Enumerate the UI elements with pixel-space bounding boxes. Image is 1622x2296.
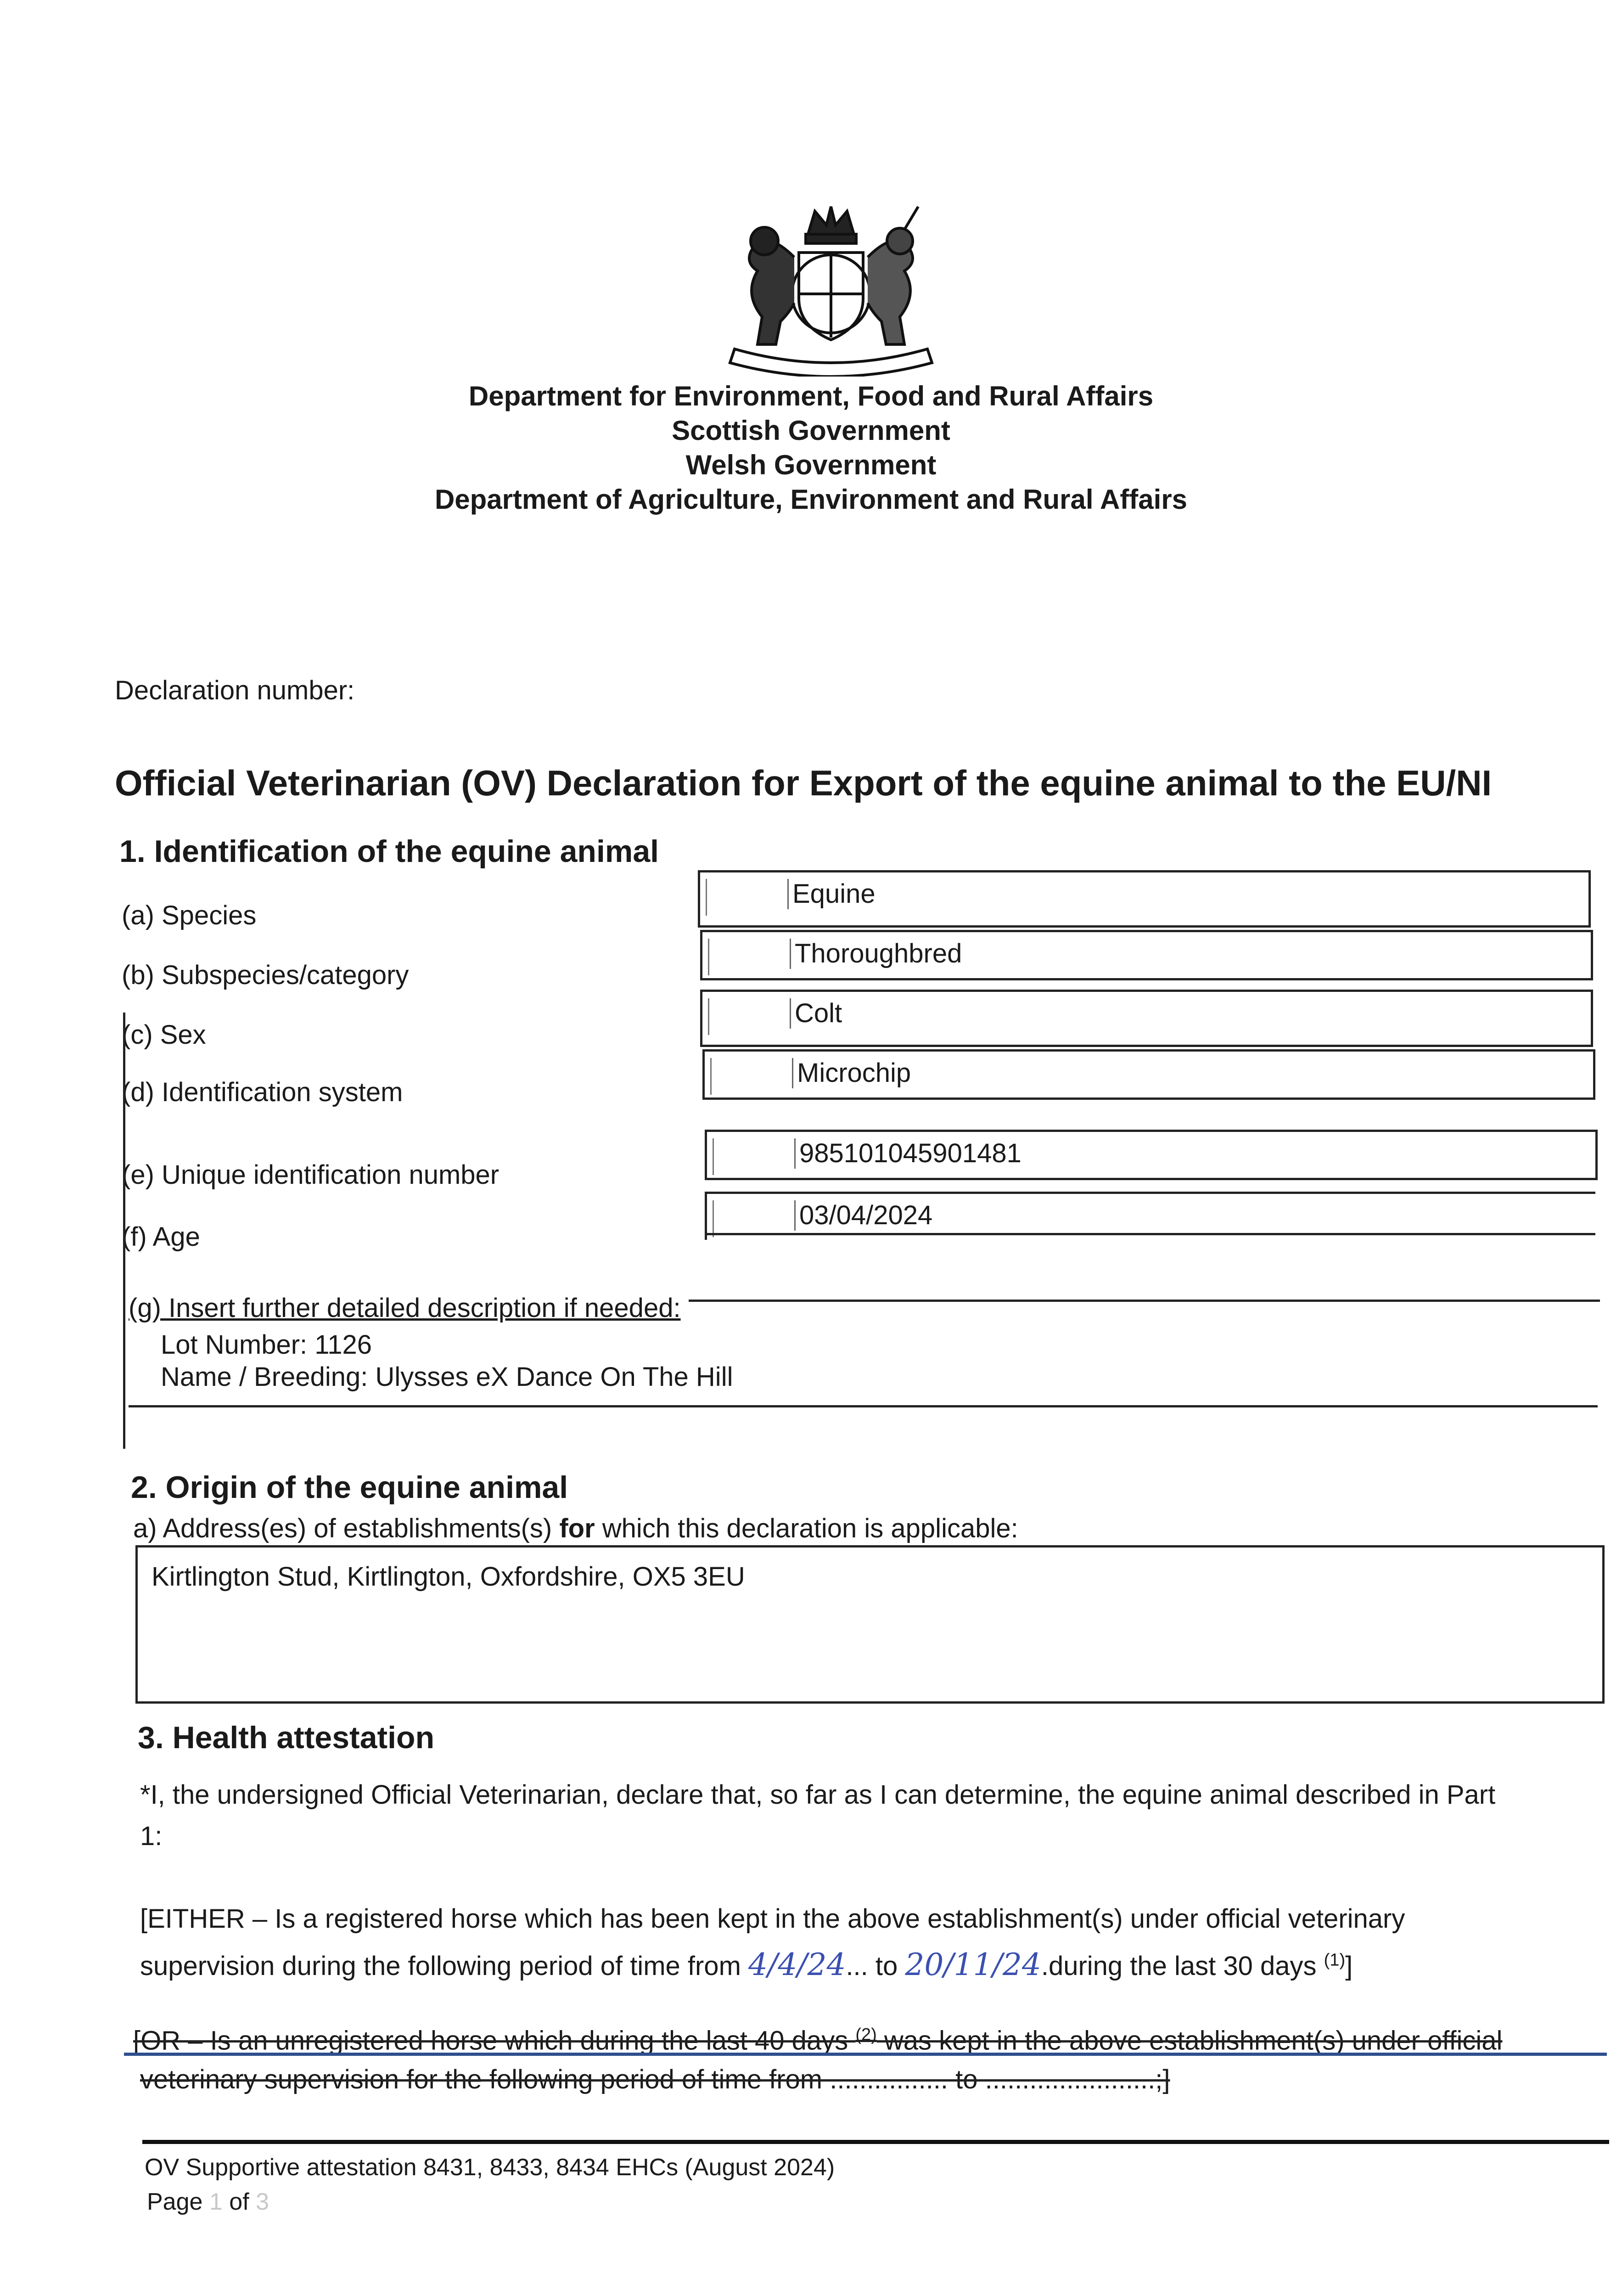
royal-coat-of-arms-crest <box>716 202 946 377</box>
department-defra: Department for Environment, Food and Rural Affairs <box>468 381 1154 411</box>
field-label-unique-id: (e) Unique identification number <box>122 1160 500 1190</box>
footer-rule <box>142 2140 1609 2144</box>
species-box <box>698 870 1591 928</box>
address-value: Kirtlington Stud, Kirtlington, Oxfordshire, OX5 3EU <box>152 1562 745 1592</box>
name-breeding-text: Name / Breeding: Ulysses eX Dance On The Hill <box>161 1362 733 1392</box>
attestation-intro-line2: 1: <box>140 1821 163 1851</box>
footer-page-number: 1 <box>209 2189 223 2215</box>
footer-page-total: 3 <box>256 2189 269 2215</box>
footer-doc-reference: OV Supportive attestation 8431, 8433, 8434 EHCs (August 2024) <box>145 2154 835 2181</box>
either-clause-line1: [EITHER – Is a registered horse which has been kept in the above establishment(s) under official veterinary <box>140 1904 1405 1934</box>
further-description-bottom-line <box>129 1405 1598 1407</box>
field-label-identification-system: (d) Identification system <box>122 1077 403 1107</box>
field-label-age: (f) Age <box>122 1222 200 1252</box>
sex-box <box>700 990 1593 1047</box>
department-daera: Department of Agriculture, Environment and Rural Affairs <box>434 484 1188 515</box>
either-clause-line2: supervision during the following period of time from 4/4/24... to 20/11/24.during the last 30 days $^{(1)}$] <box>140 1947 1353 1982</box>
unique-id-box <box>705 1130 1598 1180</box>
or-clause-line2: veterinary supervision for the following period of time from ................ to .......................;] <box>140 2065 1170 2094</box>
section2-heading: 2. Origin of the equine animal <box>131 1470 568 1505</box>
or-clause-line1: [OR – Is an unregistered horse which during the last 40 days $^{(2)}$ was kept in the above establishment(s) under official <box>133 2025 1503 2056</box>
document-title: Official Veterinarian (OV) Declaration for Export of the equine animal to the EU/NI <box>115 763 1492 803</box>
subspecies-value: Thoroughbred <box>790 939 962 969</box>
handwritten-date-to: 20/11/24 <box>905 1947 1041 1982</box>
address-label: a) Address(es) of establishments(s) for which this declaration is applicable: <box>133 1514 1018 1543</box>
field-label-subspecies: (b) Subspecies/category <box>122 960 409 990</box>
subspecies-box <box>700 930 1593 980</box>
address-box <box>135 1545 1605 1704</box>
section1-heading: 1. Identification of the equine animal <box>119 834 659 869</box>
further-description-label: (g) Insert further detailed description if needed: <box>129 1293 681 1323</box>
left-margin-rule <box>123 1013 125 1449</box>
lot-number-text: Lot Number: 1126 <box>161 1330 372 1360</box>
sex-value: Colt <box>790 998 842 1029</box>
attestation-intro-line1: *I, the undersigned Official Veterinarian, declare that, so far as I can determine, the equine animal described in Part <box>140 1780 1496 1810</box>
field-label-species: (a) Species <box>122 900 257 930</box>
declaration-number-label: Declaration number: <box>115 675 355 705</box>
species-value: Equine <box>787 879 876 909</box>
handwritten-date-from: 4/4/24 <box>748 1947 846 1982</box>
identification-system-box <box>702 1049 1595 1100</box>
age-box-bottom-line <box>705 1233 1595 1235</box>
footer-page-indicator: Page 1 of 3 <box>147 2189 269 2215</box>
identification-system-value: Microchip <box>792 1058 911 1088</box>
section3-heading: 3. Health attestation <box>138 1720 435 1755</box>
or-clause-blue-strike-line <box>124 2053 1607 2056</box>
age-value: 03/04/2024 <box>794 1200 932 1231</box>
unique-id-value: 985101045901481 <box>794 1138 1021 1169</box>
further-description-top-line <box>689 1300 1600 1302</box>
field-label-sex: (c) Sex <box>122 1020 206 1050</box>
department-welsh-government: Welsh Government <box>685 450 937 480</box>
department-scottish-government: Scottish Government <box>672 415 950 446</box>
